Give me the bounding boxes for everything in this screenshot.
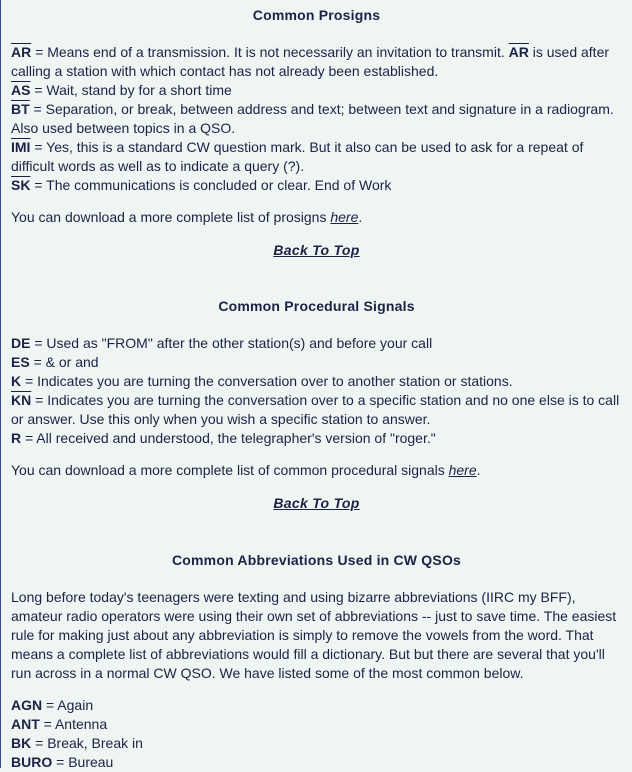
abbreviation-definition xyxy=(11,715,622,734)
back-to-top-link[interactable]: Back To Top xyxy=(273,495,360,511)
abbreviation-text: = Again xyxy=(42,697,94,713)
abbreviation-text: = Bureau xyxy=(52,754,114,770)
signal-text: = Indicates you are turning the conversation over to a specific station and no one else is to call or answer. Use this only when you wish a specific station to answer. xyxy=(11,392,620,427)
signal-code: ES xyxy=(11,354,30,370)
signal-text: = Used as "FROM" after the other station(s) and before your call xyxy=(30,335,433,351)
abbreviation-definition xyxy=(11,734,622,753)
note-text: . xyxy=(476,462,481,478)
signal-code: DE xyxy=(11,335,31,351)
procedural-definition xyxy=(11,334,622,353)
signal-code: K xyxy=(11,373,22,389)
abbreviations-heading: Common Abbreviations Used in CW QSOs xyxy=(171,552,462,568)
signal-text: = Indicates you are turning the conversation over to another station or stations. xyxy=(21,373,513,389)
abbreviation-code: AGN xyxy=(11,697,43,713)
prosign-definition xyxy=(11,81,622,100)
procedural-download-link[interactable]: here xyxy=(448,462,477,478)
prosign-code: $\overline{BT}$ xyxy=(11,101,30,117)
note-text: . xyxy=(358,209,363,225)
prosign-text: = Separation, or break, between address and text; between text and signature in a radiogram. Also used between topics in a QSO. xyxy=(11,101,614,136)
prosign-text: is used after calling a station with which contact has not already been established. xyxy=(11,44,610,79)
abbreviations-intro: Long before today's teenagers were texting and using bizarre abbreviations (IIRC my BFF), amateur radio operators were using their own set of abbreviations -- just to save time. The easiest rule for making just about any abbreviation is simply to remove the vowels from the word. That means a complete list of abbreviations would fill a dictionary. But but there are several that you'll run across in a normal CW QSO. We have listed some of the most common below. xyxy=(11,589,617,681)
abbreviation-text: = Break, Break in xyxy=(31,735,143,751)
procedural-definition xyxy=(11,429,622,448)
abbreviation-definition xyxy=(11,753,622,772)
procedural-definition xyxy=(11,372,622,391)
signal-text: = All received and understood, the telegrapher's version of "roger." xyxy=(21,430,436,446)
abbreviation-code: ANT xyxy=(11,716,40,732)
procedural-definition xyxy=(11,391,622,429)
abbreviation-text: = Antenna xyxy=(39,716,108,732)
procedural-list xyxy=(11,334,622,448)
prosigns-download-note xyxy=(11,208,622,227)
back-to-top-link[interactable]: Back To Top xyxy=(273,242,360,258)
prosign-code: $\overline{IMI}$ xyxy=(11,139,31,155)
prosigns-heading: Common Prosigns xyxy=(252,7,381,23)
abbreviation-code: BK xyxy=(11,735,32,751)
prosign-text: = Wait, stand by for a short time xyxy=(30,82,232,98)
prosigns-download-link[interactable]: here xyxy=(330,209,359,225)
note-text: You can download a more complete list of common procedural signals xyxy=(11,462,449,478)
prosign-code: $\overline{AR}$ xyxy=(11,44,32,60)
abbreviation-definition xyxy=(11,696,622,715)
prosign-code: $\overline{SK}$ xyxy=(11,177,31,193)
note-text: You can download a more complete list of prosigns xyxy=(11,209,331,225)
signal-text: = & or and xyxy=(29,354,99,370)
signal-code: R xyxy=(11,430,22,446)
prosign-definition xyxy=(11,138,622,176)
prosign-text: = Yes, this is a standard CW question mark. But it also can be used to ask for a repeat of difficult words as well as to indicate a query (?). xyxy=(11,139,584,174)
procedural-definition xyxy=(11,353,622,372)
prosign-code: $\overline{AS}$ xyxy=(11,82,31,98)
prosigns-list xyxy=(11,43,622,195)
abbreviations-list xyxy=(11,696,622,772)
abbreviation-code: BURO xyxy=(11,754,53,770)
prosign-definition-ar xyxy=(11,43,622,81)
page-content xyxy=(1,0,632,772)
procedural-heading: Common Procedural Signals xyxy=(218,298,415,314)
prosign-definition xyxy=(11,176,622,195)
procedural-download-note xyxy=(11,461,622,480)
prosign-text: = Means end of a transmission. It is not necessarily an invitation to transmit. xyxy=(31,44,509,60)
prosign-text: = The communications is concluded or clear. End of Work xyxy=(30,177,392,193)
prosign-code: $\overline{AR}$ xyxy=(508,44,529,60)
prosign-definition xyxy=(11,100,622,138)
signal-code: $\overline{KN}$ xyxy=(11,392,32,408)
